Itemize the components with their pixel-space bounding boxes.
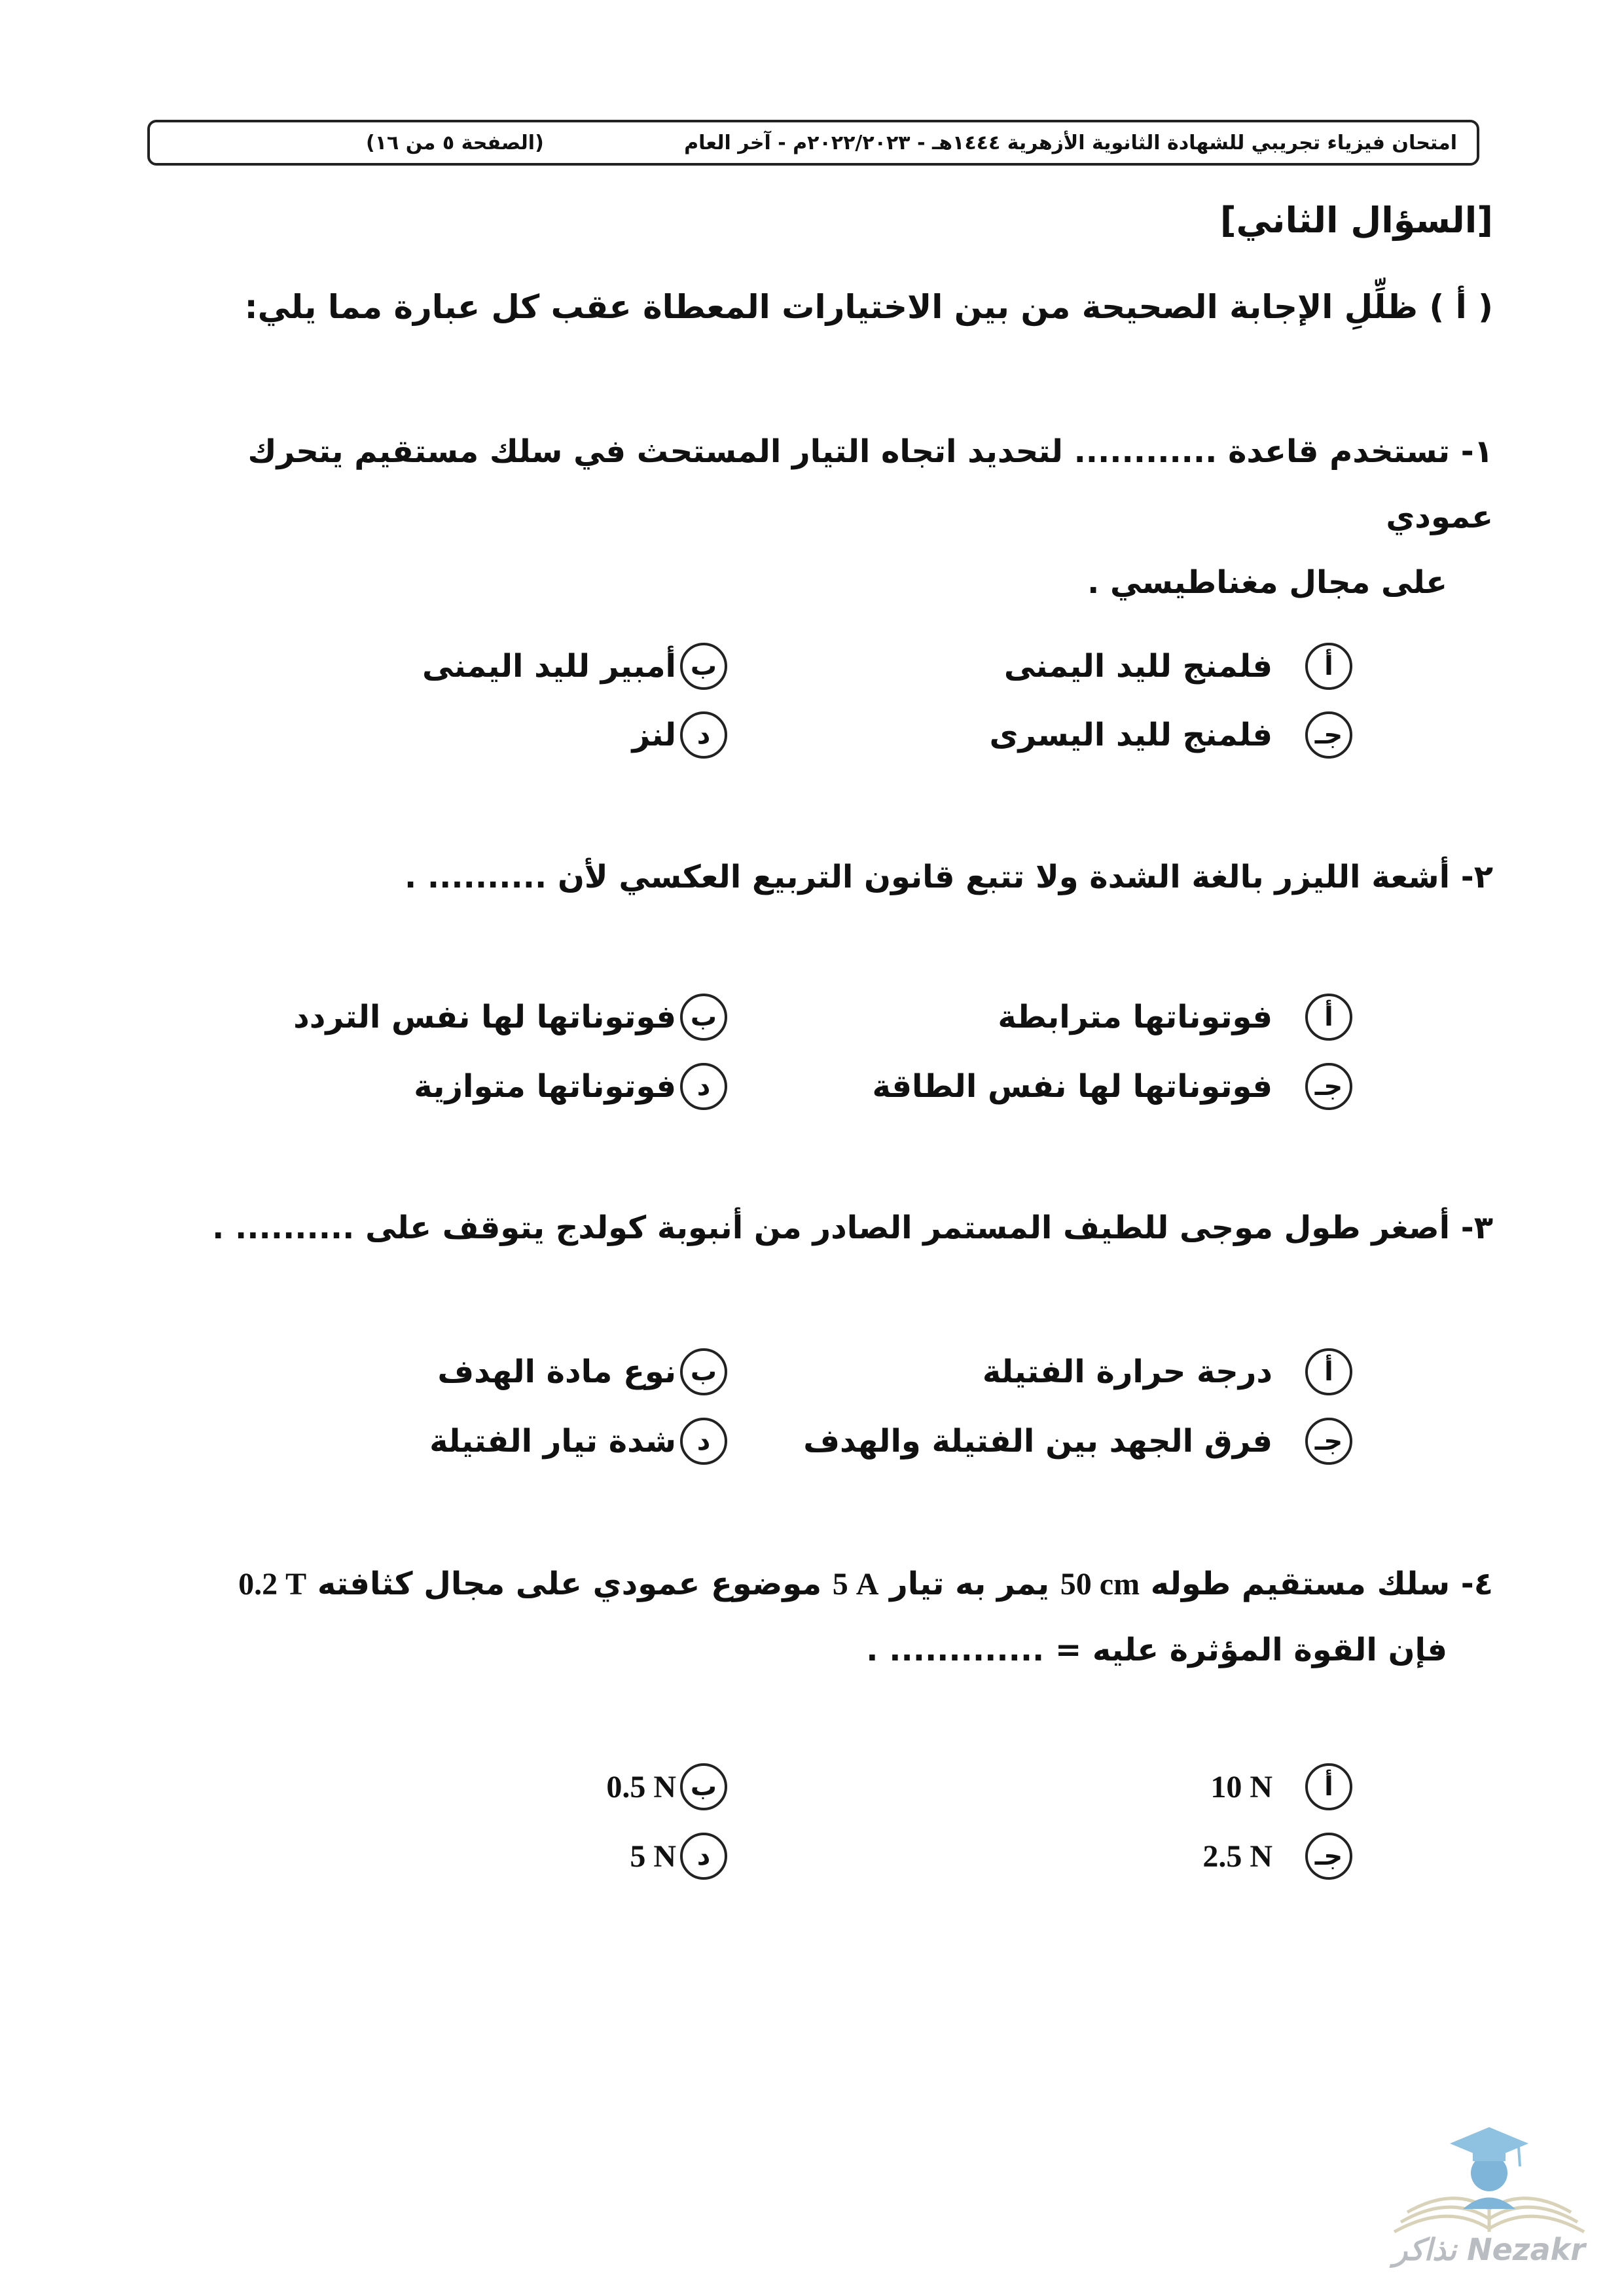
option-text: لنز (632, 717, 676, 753)
question-4-line2: فإن القوة المؤثرة عليه = ............. . (866, 1632, 1447, 1668)
option-text: 0.5 N (606, 1769, 676, 1804)
question-4 (151, 1551, 1493, 1683)
q4-text-part: ٤- سلك مستقيم طوله (1150, 1566, 1493, 1602)
option-text: درجة حرارة الفتيلة (982, 1354, 1272, 1390)
question-3-line1: ٣- أصغر طول موجى للطيف المستمر الصادر من أنبوبة كولدج يتوقف على .......... . (212, 1210, 1493, 1246)
q2-option-d[interactable] (414, 1063, 727, 1110)
instruction-text: ( أ ) ظلِّلِ الإجابة الصحيحة من بين الاختيارات المعطاة عقب كل عبارة مما يلي: (244, 288, 1493, 326)
q4-option-d[interactable] (630, 1833, 727, 1880)
option-circle[interactable]: ب (680, 1348, 727, 1395)
question-1 (151, 419, 1493, 615)
q1-option-d[interactable] (632, 711, 727, 759)
option-circle[interactable]: د (680, 1833, 727, 1880)
question-1-line1: ١- تستخدم قاعدة ............ لتحديد اتجاه التيار المستحث في سلك مستقيم يتحرك عمودي (247, 433, 1493, 535)
option-text: فرق الجهد بين الفتيلة والهدف (803, 1423, 1272, 1460)
option-circle[interactable]: د (680, 1063, 727, 1110)
question-2-line1: ٢- أشعة الليزر بالغة الشدة ولا تتبع قانون التربيع العكسي لأن .......... . (404, 859, 1493, 895)
q4-text-part: يمر به تيار (890, 1566, 1050, 1602)
option-circle[interactable]: د (680, 711, 727, 759)
q2-option-b[interactable] (293, 994, 727, 1041)
header-page-number: (الصفحة ٥ من ١٦) (366, 131, 544, 154)
q4-option-a[interactable] (1210, 1763, 1352, 1810)
option-text: 10 N (1210, 1769, 1272, 1804)
option-circle[interactable]: أ (1305, 643, 1352, 690)
header-title: امتحان فيزياء تجريبي للشهادة الثانوية الأزهرية ١٤٤٤هـ - ٢٠٢٢/٢٠٢٣م - آخر العام (684, 131, 1457, 154)
option-text: 5 N (630, 1839, 676, 1874)
option-text: فلمنج لليد اليسرى (989, 717, 1272, 753)
q4-field-value: 0.2 T (238, 1567, 307, 1602)
question-3 (151, 1195, 1493, 1261)
q4-length-value: 50 cm (1060, 1567, 1140, 1602)
option-text: 2.5 N (1202, 1839, 1272, 1874)
option-text: فلمنج لليد اليمنى (1003, 648, 1272, 685)
option-circle[interactable]: ب (680, 994, 727, 1041)
graduation-cap-book-icon (1381, 2094, 1597, 2245)
option-text: فوتوناتها لها نفس الطاقة (872, 1068, 1272, 1105)
q1-option-a[interactable] (1004, 643, 1352, 690)
option-circle[interactable]: أ (1305, 994, 1352, 1041)
q4-option-b[interactable] (606, 1763, 727, 1810)
option-text: فوتوناتها مترابطة (998, 999, 1272, 1035)
option-circle[interactable]: أ (1305, 1348, 1352, 1395)
option-circle[interactable]: جـ (1305, 1833, 1352, 1880)
q4-option-c[interactable] (1202, 1833, 1352, 1880)
option-circle[interactable]: أ (1305, 1763, 1352, 1810)
q1-option-b[interactable] (422, 643, 727, 690)
option-circle[interactable]: جـ (1305, 1418, 1352, 1465)
q4-current-value: 5 A (832, 1567, 879, 1602)
question-4-line1 (151, 1551, 1493, 1617)
option-circle[interactable]: جـ (1305, 1063, 1352, 1110)
question-1-line2: على مجال مغناطيسي . (1087, 564, 1447, 601)
q2-option-a[interactable] (998, 994, 1352, 1041)
q2-option-c[interactable] (872, 1063, 1352, 1110)
logo-wordmark: Nezakr نذاكر (1393, 2232, 1585, 2267)
section-title: [السؤال الثاني] (1219, 200, 1493, 241)
option-text: فوتوناتها متوازية (414, 1068, 676, 1105)
option-text: فوتوناتها لها نفس التردد (293, 999, 676, 1035)
option-circle[interactable]: جـ (1305, 711, 1352, 759)
q3-option-a[interactable] (983, 1348, 1352, 1395)
q3-option-c[interactable] (803, 1418, 1352, 1465)
option-text: نوع مادة الهدف (437, 1354, 676, 1390)
option-text: شدة تيار الفتيلة (429, 1423, 676, 1460)
q3-option-d[interactable] (429, 1418, 727, 1465)
option-text: أمبير لليد اليمنى (422, 648, 676, 685)
q1-option-c[interactable] (989, 711, 1352, 759)
option-circle[interactable]: ب (680, 1763, 727, 1810)
q3-option-b[interactable] (437, 1348, 727, 1395)
q4-text-part: موضوع عمودي على مجال كثافته (317, 1566, 822, 1602)
question-2 (151, 844, 1493, 910)
option-circle[interactable]: ب (680, 643, 727, 690)
option-circle[interactable]: د (680, 1418, 727, 1465)
page-header (147, 120, 1479, 166)
